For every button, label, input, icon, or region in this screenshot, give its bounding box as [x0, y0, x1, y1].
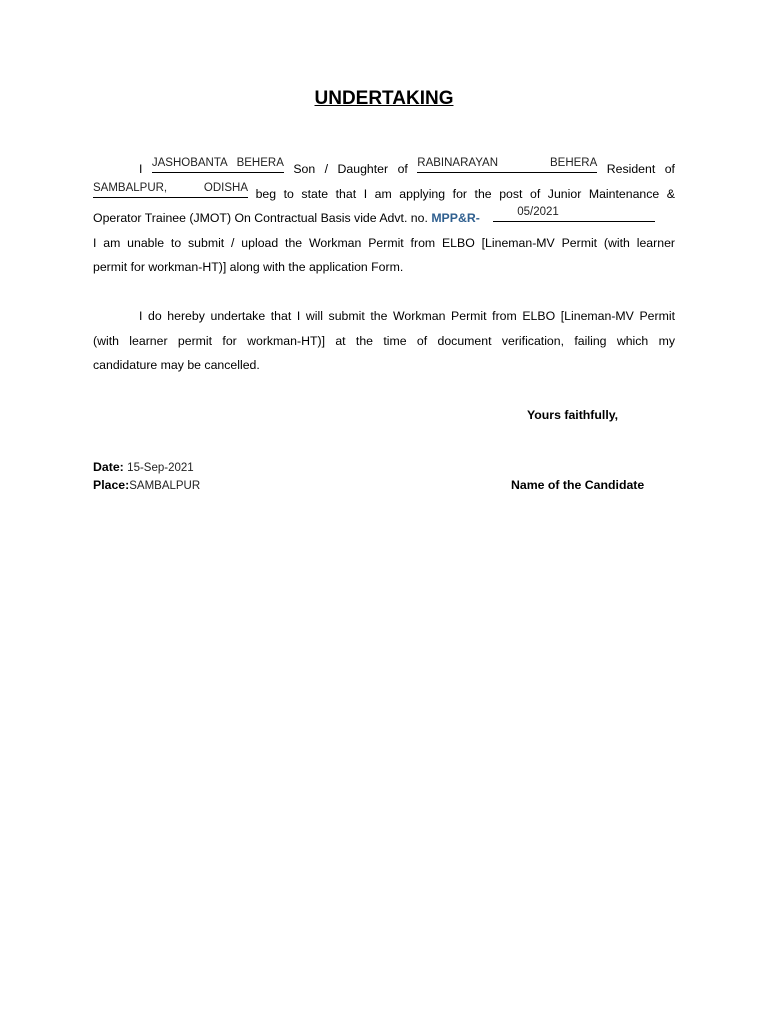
place-label: Place: [93, 478, 130, 492]
place-row [93, 478, 200, 492]
para2-line-1 [93, 304, 675, 329]
para1-line-5-text: permit for workman-HT)] along with the application Form. [93, 260, 404, 274]
date-label: Date: [93, 460, 124, 474]
advt-number-field [493, 206, 655, 222]
place-value: SAMBALPUR [129, 480, 201, 492]
resident-of-text: Resident of [606, 162, 675, 176]
candidate-name-value: JASHOBANTA BEHERA [151, 157, 284, 169]
para1-line-3 [93, 206, 675, 231]
jmot-text: Operator Trainee (JMOT) On Contractual Basis vide Advt. no. [93, 211, 428, 225]
para2-line-2-text: (with learner permit for workman-HT)] at the time of document verification, failing which my [93, 333, 675, 348]
parent-name-field [417, 157, 597, 173]
para1-line-4-text: I am unable to submit / upload the Workman Permit from ELBO [Lineman-MV Permit (with learner [93, 235, 675, 250]
paragraph-2 [93, 304, 675, 378]
candidate-name-field [152, 157, 284, 173]
residence-field [93, 182, 248, 198]
date-row [93, 460, 194, 474]
pronoun-text: I [139, 162, 143, 176]
para1-line-2 [93, 182, 675, 207]
para2-line-1-text: I do hereby undertake that I will submit the Workman Permit from ELBO [Lineman-MV Permit [139, 309, 675, 323]
son-daughter-text: Son / Daughter of [293, 162, 408, 176]
paragraph-1 [93, 157, 675, 280]
advt-prefix: MPP&R- [431, 211, 480, 225]
candidate-signature-label: Name of the Candidate [511, 478, 645, 492]
para1-line-4 [93, 231, 675, 256]
document-title: UNDERTAKING [314, 88, 454, 109]
apply-post-text: beg to state that I am applying for the post of Junior Maintenance & [255, 186, 676, 201]
para2-line-3-text: candidature may be cancelled. [93, 358, 260, 372]
closing-text: Yours faithfully, [527, 408, 619, 422]
para2-line-2 [93, 329, 675, 354]
para1-line-1 [93, 157, 675, 182]
para2-line-3 [93, 353, 675, 378]
parent-name-value: RABINARAYAN BEHERA [417, 157, 598, 169]
date-value: 15-Sep-2021 [127, 462, 194, 474]
para1-line-5 [93, 255, 675, 280]
residence-value: SAMBALPUR, ODISHA [93, 181, 248, 194]
advt-number-value: 05/2021 [517, 206, 559, 218]
